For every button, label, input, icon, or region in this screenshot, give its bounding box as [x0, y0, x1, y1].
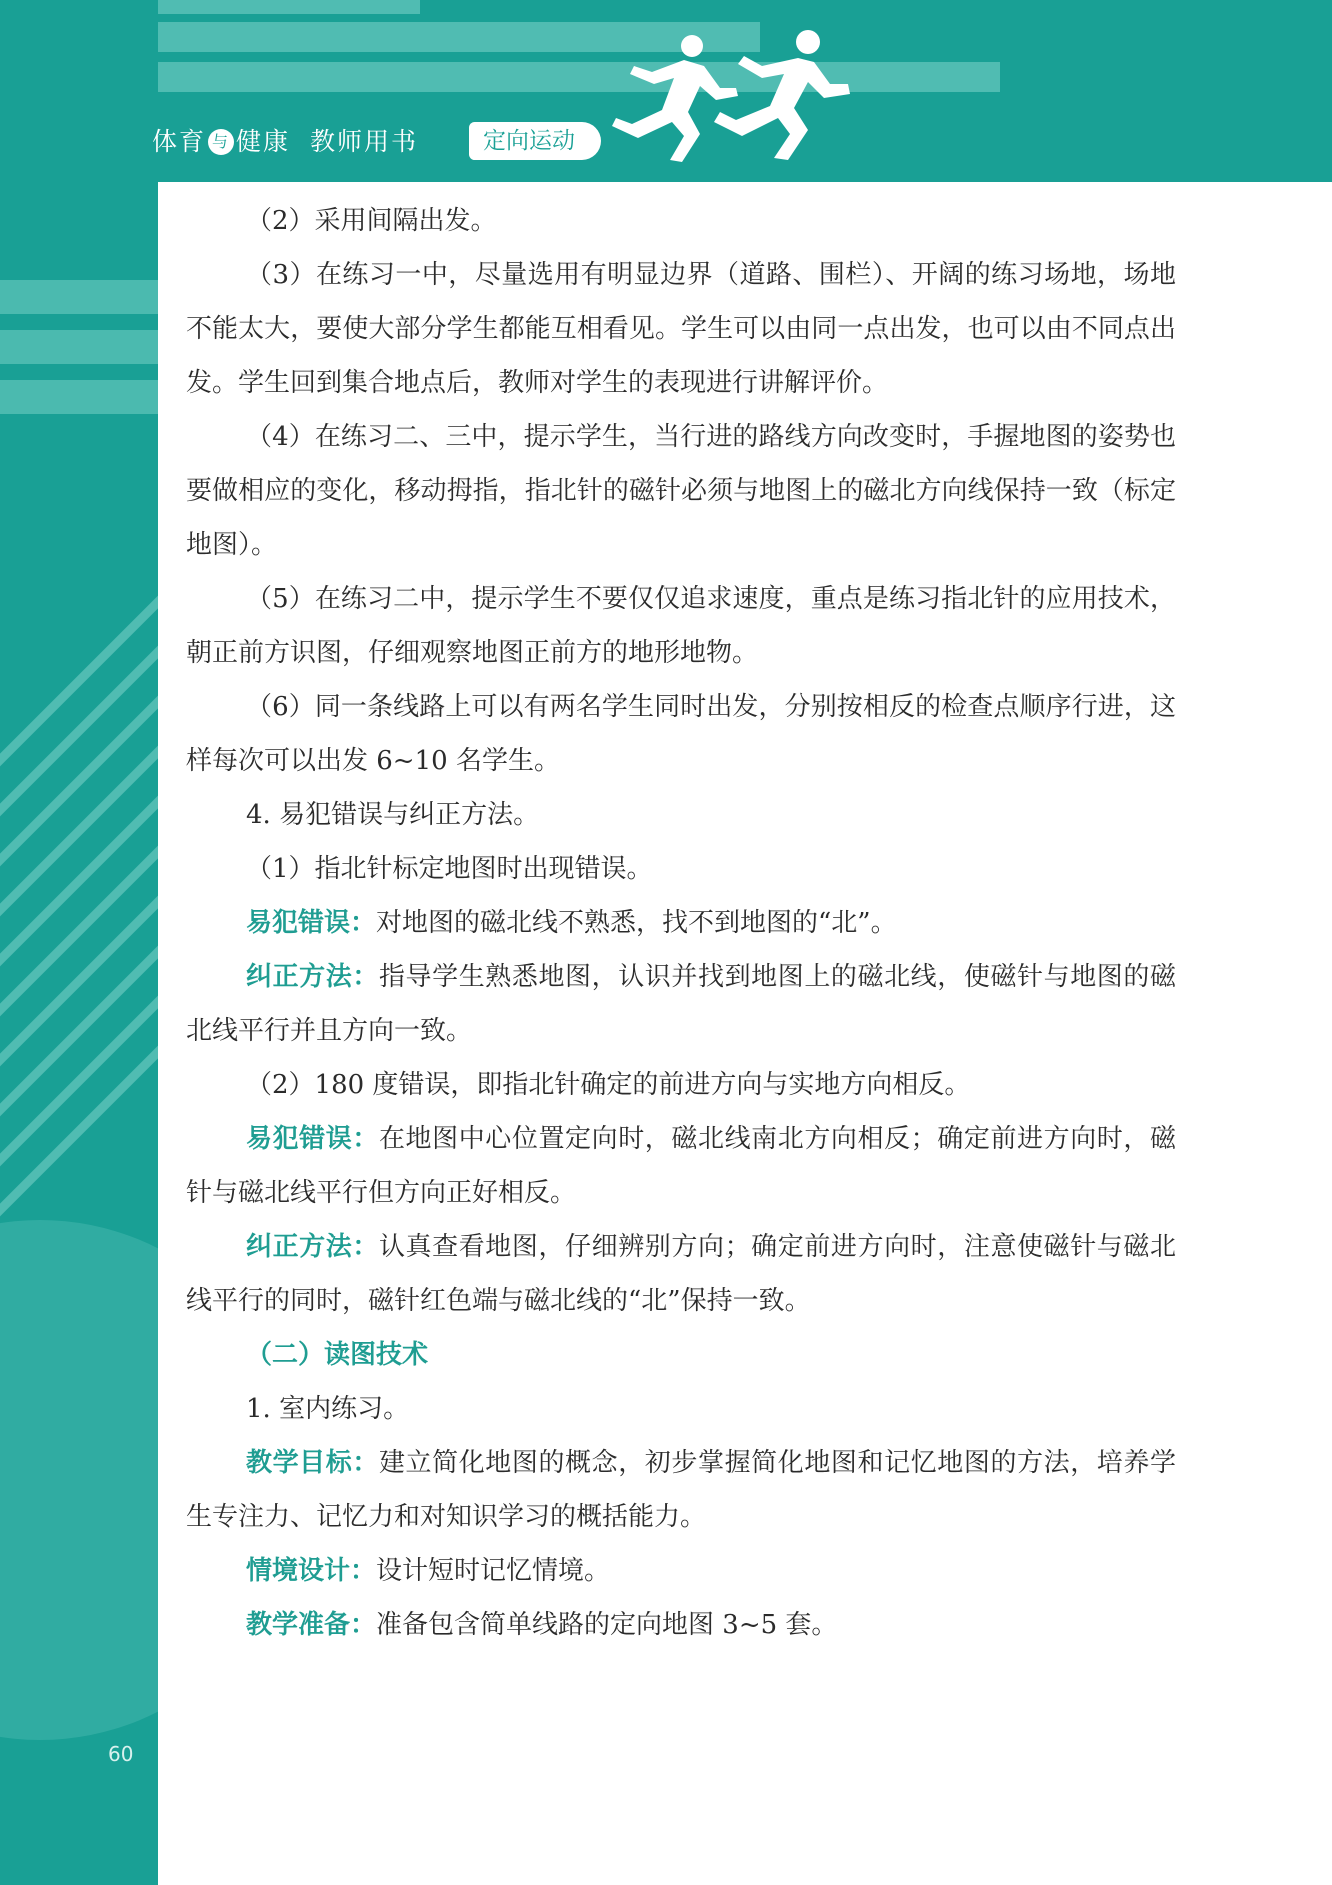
book-title — [152, 122, 418, 158]
paragraph-label: 情境设计： — [246, 1556, 377, 1586]
paragraph-text: 指导学生熟悉地图，认识并找到地图上的磁北线，使磁针与地图的磁北线平行并且方向一致。 — [186, 962, 1176, 1046]
labeled-paragraph — [186, 950, 1176, 1058]
paragraph-label: 易犯错误： — [246, 1124, 379, 1154]
paragraph-text: 对地图的磁北线不熟悉，找不到地图的“北”。 — [376, 908, 897, 938]
paragraph-text: 认真查看地图，仔细辨别方向；确定前进方向时，注意使磁针与磁北线平行的同时，磁针红色端与磁北线的“北”保持一致。 — [186, 1232, 1176, 1316]
paragraph-label: 易犯错误： — [246, 908, 377, 938]
runners-icon — [612, 26, 852, 162]
page-number: 60 — [108, 1742, 134, 1766]
section-heading: （二）读图技术 — [246, 1340, 429, 1370]
left-sidebar-band — [0, 0, 158, 1885]
body-text — [186, 194, 1176, 1652]
book-title-connector: 与 — [208, 129, 234, 155]
labeled-paragraph — [186, 896, 1176, 950]
paragraph: （4）在练习二、三中，提示学生，当行进的路线方向改变时，手握地图的姿势也要做相应的变化，移动拇指，指北针的磁针必须与地图上的磁北方向线保持一致（标定地图）。 — [186, 422, 1176, 560]
paragraph-label: 教学准备： — [246, 1610, 377, 1640]
paragraph-text: 建立简化地图的概念，初步掌握简化地图和记忆地图的方法，培养学生专注力、记忆力和对知识学习的概括能力。 — [186, 1448, 1176, 1532]
paragraph: 1. 室内练习。 — [246, 1394, 410, 1424]
paragraph-label: 纠正方法： — [246, 962, 379, 992]
labeled-paragraph — [186, 1544, 1176, 1598]
paragraph: （2）180 度错误，即指北针确定的前进方向与实地方向相反。 — [246, 1070, 971, 1100]
sidebar-pattern — [0, 0, 158, 1885]
paragraph: （3）在练习一中，尽量选用有明显边界（道路、围栏）、开阔的练习场地，场地不能太大，要使大部分学生都能互相看见。学生可以由同一点出发，也可以由不同点出发。学生回到集合地点后，教师对学生的表现进行讲解评价。 — [186, 260, 1176, 398]
labeled-paragraph — [186, 1112, 1176, 1220]
paragraph: （6）同一条线路上可以有两名学生同时出发，分别按相反的检查点顺序行进，这样每次可以出发 6~10 名学生。 — [186, 692, 1176, 776]
paragraph-label: 教学目标： — [246, 1448, 379, 1478]
paragraph: （5）在练习二中，提示学生不要仅仅追求速度，重点是练习指北针的应用技术，朝正前方识图，仔细观察地图正前方的地形地物。 — [186, 584, 1176, 668]
labeled-paragraph — [186, 1436, 1176, 1544]
book-title-part2: 健康 — [236, 127, 291, 156]
labeled-paragraph — [186, 1220, 1176, 1328]
paragraph-text: 准备包含简单线路的定向地图 3~5 套。 — [376, 1610, 838, 1640]
book-title-part3: 教师用书 — [309, 127, 418, 156]
labeled-paragraph — [186, 1598, 1176, 1652]
paragraph: （2）采用间隔出发。 — [246, 206, 497, 236]
paragraph: （1）指北针标定地图时出现错误。 — [246, 854, 653, 884]
paragraph-label: 纠正方法： — [246, 1232, 379, 1262]
book-title-part1: 体育 — [152, 127, 207, 156]
chapter-badge: 定向运动 — [469, 122, 601, 160]
paragraph-text: 在地图中心位置定向时，磁北线南北方向相反；确定前进方向时，磁针与磁北线平行但方向正好相反。 — [186, 1124, 1176, 1208]
paragraph: 4. 易犯错误与纠正方法。 — [246, 800, 540, 830]
paragraph-text: 设计短时记忆情境。 — [376, 1556, 611, 1586]
